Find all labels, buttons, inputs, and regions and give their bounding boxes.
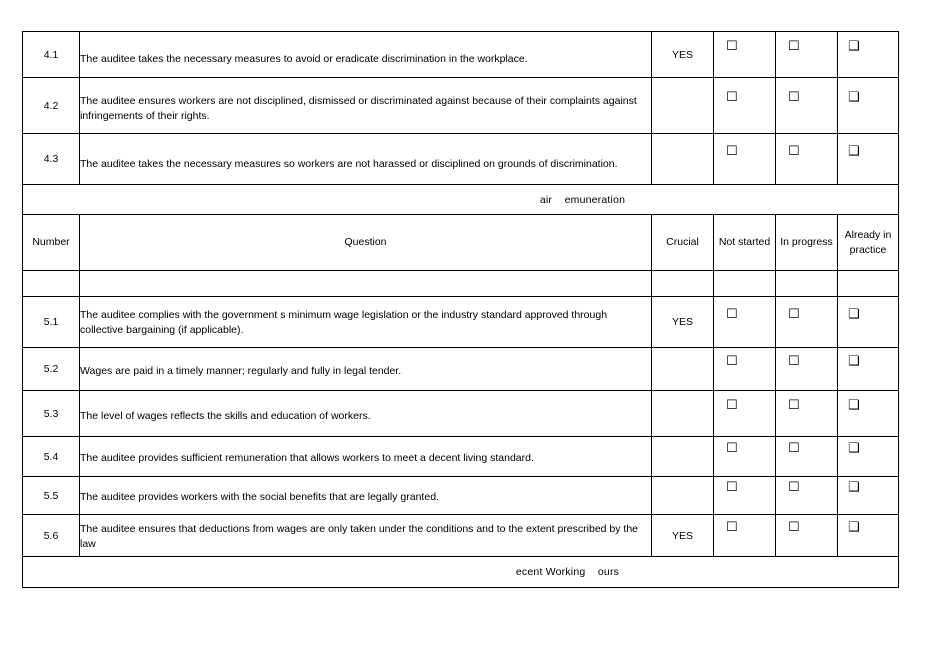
not-started-cell[interactable] xyxy=(714,391,776,437)
in-progress-cell[interactable] xyxy=(776,32,838,78)
in-progress-checkbox[interactable]: ☐ xyxy=(788,143,800,159)
in-progress-checkbox[interactable]: ☐ xyxy=(788,398,800,413)
header-crucial: Crucial xyxy=(652,215,714,271)
crucial-flag xyxy=(652,391,714,437)
question-text: The level of wages reflects the skills and education of workers. xyxy=(80,410,371,422)
in-progress-cell[interactable] xyxy=(776,78,838,134)
not-started-cell[interactable] xyxy=(714,437,776,477)
already-in-practice-cell[interactable] xyxy=(838,348,899,391)
table-row xyxy=(23,134,899,185)
row-number: 5.4 xyxy=(23,437,80,477)
not-started-cell[interactable] xyxy=(714,78,776,134)
in-progress-cell[interactable] xyxy=(776,348,838,391)
row-number: 5.2 xyxy=(23,348,80,391)
table-row xyxy=(23,437,899,477)
row-question xyxy=(80,78,652,134)
row-number: 4.1 xyxy=(23,32,80,78)
already-in-practice-cell[interactable] xyxy=(838,515,899,557)
row-question xyxy=(80,297,652,348)
crucial-flag xyxy=(652,437,714,477)
header-not-started: Not started xyxy=(714,215,776,271)
crucial-flag xyxy=(652,78,714,134)
in-progress-checkbox[interactable]: ☐ xyxy=(788,480,800,495)
not-started-cell[interactable] xyxy=(714,297,776,348)
section-title xyxy=(23,185,899,215)
crucial-flag: YES xyxy=(652,32,714,78)
table-row xyxy=(23,515,899,557)
in-progress-cell[interactable] xyxy=(776,297,838,348)
header-number: Number xyxy=(23,215,80,271)
not-started-checkbox[interactable]: ☐ xyxy=(726,520,738,535)
section-title-text: ecent Working ours xyxy=(515,566,620,578)
not-started-cell[interactable] xyxy=(714,348,776,391)
audit-table xyxy=(22,31,899,588)
in-progress-checkbox[interactable]: ☐ xyxy=(788,353,800,369)
row-question xyxy=(80,437,652,477)
already-in-practice-cell[interactable] xyxy=(838,297,899,348)
row-question xyxy=(80,515,652,557)
not-started-checkbox[interactable]: ☐ xyxy=(726,441,738,456)
in-progress-checkbox[interactable]: ☐ xyxy=(788,520,800,535)
not-started-checkbox[interactable]: ☐ xyxy=(726,398,738,413)
in-progress-checkbox[interactable]: ☐ xyxy=(788,39,800,54)
not-started-checkbox[interactable]: ☐ xyxy=(726,306,738,322)
not-started-checkbox[interactable]: ☐ xyxy=(726,480,738,495)
question-text: The auditee complies with the government s minimum wage legislation or the industry standard approved through collective bargaining (if applicable). xyxy=(80,309,608,336)
in-progress-cell[interactable] xyxy=(776,391,838,437)
already-in-practice-checkbox[interactable]: ❑ xyxy=(848,90,860,105)
header-already-in-practice: Already in practice xyxy=(838,215,899,271)
crucial-flag xyxy=(652,134,714,185)
table-row xyxy=(23,78,899,134)
already-in-practice-checkbox[interactable]: ❑ xyxy=(848,480,860,495)
header-in-progress: In progress xyxy=(776,215,838,271)
in-progress-checkbox[interactable]: ☐ xyxy=(788,441,800,456)
row-number: 5.1 xyxy=(23,297,80,348)
row-question xyxy=(80,32,652,78)
question-text: The auditee takes the necessary measures so workers are not harassed or disciplined on grounds of discrimination. xyxy=(80,157,618,170)
not-started-cell[interactable] xyxy=(714,134,776,185)
question-text: The auditee ensures workers are not disciplined, dismissed or discriminated against because of their complaints against infringements of their rights. xyxy=(80,94,637,122)
in-progress-cell[interactable] xyxy=(776,134,838,185)
question-text: Wages are paid in a timely manner; regularly and fully in legal tender. xyxy=(80,364,402,377)
section-title xyxy=(23,557,899,588)
table-header-row xyxy=(23,215,899,271)
not-started-checkbox[interactable]: ☐ xyxy=(726,353,738,369)
crucial-flag xyxy=(652,477,714,515)
crucial-flag: YES xyxy=(652,297,714,348)
in-progress-cell[interactable] xyxy=(776,437,838,477)
already-in-practice-checkbox[interactable]: ❑ xyxy=(848,441,860,456)
blank-row xyxy=(23,271,899,297)
in-progress-cell[interactable] xyxy=(776,515,838,557)
already-in-practice-cell[interactable] xyxy=(838,437,899,477)
row-question xyxy=(80,477,652,515)
crucial-flag: YES xyxy=(652,515,714,557)
not-started-cell[interactable] xyxy=(714,32,776,78)
row-question xyxy=(80,391,652,437)
question-text: The auditee ensures that deductions from wages are only taken under the conditions and to the extent prescribed by the law xyxy=(80,523,639,550)
question-text: The auditee takes the necessary measures to avoid or eradicate discrimination in the workplace. xyxy=(80,52,528,65)
question-text: The auditee provides sufficient remuneration that allows workers to meet a decent living standard. xyxy=(80,452,534,464)
table-row xyxy=(23,477,899,515)
not-started-checkbox[interactable]: ☐ xyxy=(726,143,738,159)
already-in-practice-cell[interactable] xyxy=(838,391,899,437)
not-started-checkbox[interactable]: ☐ xyxy=(726,90,738,105)
already-in-practice-cell[interactable] xyxy=(838,32,899,78)
already-in-practice-cell[interactable] xyxy=(838,477,899,515)
table-row xyxy=(23,348,899,391)
in-progress-cell[interactable] xyxy=(776,477,838,515)
in-progress-checkbox[interactable]: ☐ xyxy=(788,306,800,322)
in-progress-checkbox[interactable]: ☐ xyxy=(788,90,800,105)
already-in-practice-checkbox[interactable]: ❑ xyxy=(848,143,860,159)
not-started-cell[interactable] xyxy=(714,515,776,557)
section-title-text: air emuneration xyxy=(539,193,626,206)
row-number: 4.2 xyxy=(23,78,80,134)
row-number: 5.6 xyxy=(23,515,80,557)
section-title-row xyxy=(23,185,899,215)
already-in-practice-checkbox[interactable]: ❑ xyxy=(848,353,860,369)
already-in-practice-checkbox[interactable]: ❑ xyxy=(848,306,860,322)
table-row xyxy=(23,391,899,437)
question-text: The auditee provides workers with the social benefits that are legally granted. xyxy=(80,490,439,503)
already-in-practice-checkbox[interactable]: ❑ xyxy=(848,520,860,535)
already-in-practice-cell[interactable] xyxy=(838,134,899,185)
row-question xyxy=(80,134,652,185)
header-question: Question xyxy=(80,215,652,271)
already-in-practice-cell[interactable] xyxy=(838,78,899,134)
section-title-row xyxy=(23,557,899,588)
table-row xyxy=(23,32,899,78)
row-number: 5.5 xyxy=(23,477,80,515)
row-number: 5.3 xyxy=(23,391,80,437)
crucial-flag xyxy=(652,348,714,391)
table-row xyxy=(23,297,899,348)
row-number: 4.3 xyxy=(23,134,80,185)
already-in-practice-checkbox[interactable]: ❑ xyxy=(848,398,860,413)
already-in-practice-checkbox[interactable]: ❑ xyxy=(848,39,860,54)
not-started-cell[interactable] xyxy=(714,477,776,515)
not-started-checkbox[interactable]: ☐ xyxy=(726,39,738,54)
row-question xyxy=(80,348,652,391)
